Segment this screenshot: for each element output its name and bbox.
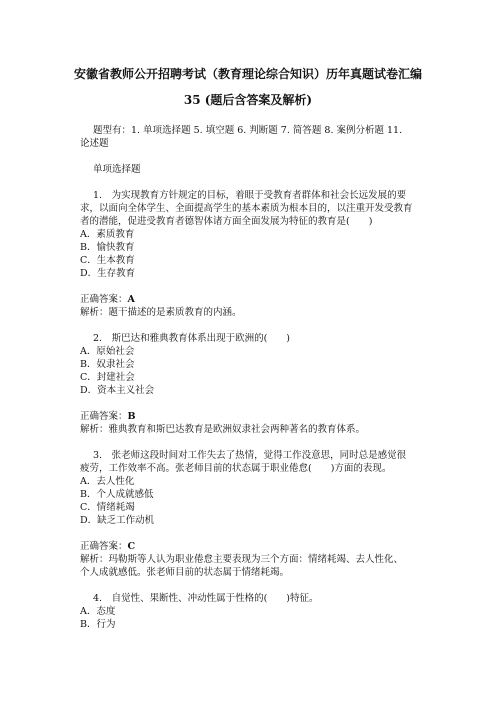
section-heading: 单项选择题: [93, 164, 141, 175]
option-a: A．原始社会: [80, 346, 135, 357]
correct-answer-label: 正确答案：: [80, 541, 128, 552]
option-a: A．素质教育: [80, 229, 135, 240]
question-stem: 疲劳，工作效率不高。张老师目前的状态属于职业倦怠( )方面的表现。: [80, 463, 392, 474]
option-a: A．态度: [80, 606, 116, 617]
correct-answer: [80, 540, 422, 553]
option-c: C．生本教育: [80, 255, 135, 266]
question-stem: 3. 张老师这段时间对工作失去了热情，觉得工作没意思，同时总是感觉很: [93, 450, 407, 461]
document-title: 安徽省教师公开招聘考试（教育理论综合知识）历年真题试卷汇编: [73, 67, 422, 81]
option-a: A．去人性化: [80, 476, 135, 487]
answer-analysis: 解析：雅典教育和斯巴达教育是欧洲奴隶社会两种著名的教育体系。: [80, 424, 366, 435]
question-stem: 4. 自觉性、果断性、冲动性属于性格的( )特征。: [93, 593, 319, 604]
correct-answer-value: A: [127, 294, 135, 305]
answer-analysis: 解析：玛勒斯等人认为职业倦怠主要表现为三个方面：情绪耗竭、去人性化、: [80, 554, 404, 565]
correct-answer: [80, 293, 422, 306]
option-b: B．个人成就感低: [80, 489, 154, 500]
question-stem: 1. 为实现教育方针规定的目标，着眼于受教育者群体和社会长远发展的要: [93, 190, 407, 201]
option-d: D．缺乏工作动机: [80, 515, 155, 526]
option-c: C．封建社会: [80, 372, 135, 383]
option-b: B．愉快教育: [80, 242, 135, 253]
option-b: B．行为: [80, 619, 116, 630]
correct-answer-label: 正确答案：: [80, 294, 128, 305]
option-c: C．情绪耗竭: [80, 502, 135, 513]
correct-answer-value: C: [127, 541, 136, 552]
question-stem: 2. 斯巴达和雅典教育体系出现于欧洲的( ): [93, 333, 290, 344]
correct-answer-label: 正确答案：: [80, 411, 128, 422]
correct-answer-value: B: [127, 411, 136, 422]
document-subtitle: 35 (题后含答案及解析): [183, 93, 313, 107]
answer-analysis: 解析：题干描述的是素质教育的内涵。: [80, 307, 242, 318]
answer-analysis: 个人成就感低。张老师目前的状态属于情绪耗竭。: [80, 567, 290, 578]
correct-answer: [80, 410, 422, 423]
question-types-line: 论述题: [80, 138, 109, 149]
option-d: D．资本主义社会: [80, 385, 155, 396]
question-stem: 者的潜能，促进受教育者德智体诸方面全面发展为特征的教育是( ): [80, 216, 373, 227]
option-b: B．奴隶社会: [80, 359, 135, 370]
option-d: D．生存教育: [80, 268, 136, 279]
question-stem: 求，以面向全体学生、全面提高学生的基本素质为根本目的，以注重开发受教育: [80, 203, 413, 214]
question-types-line: 题型有：1. 单项选择题 5. 填空题 6. 判断题 7. 简答题 8. 案例分析题 11.: [93, 125, 403, 136]
